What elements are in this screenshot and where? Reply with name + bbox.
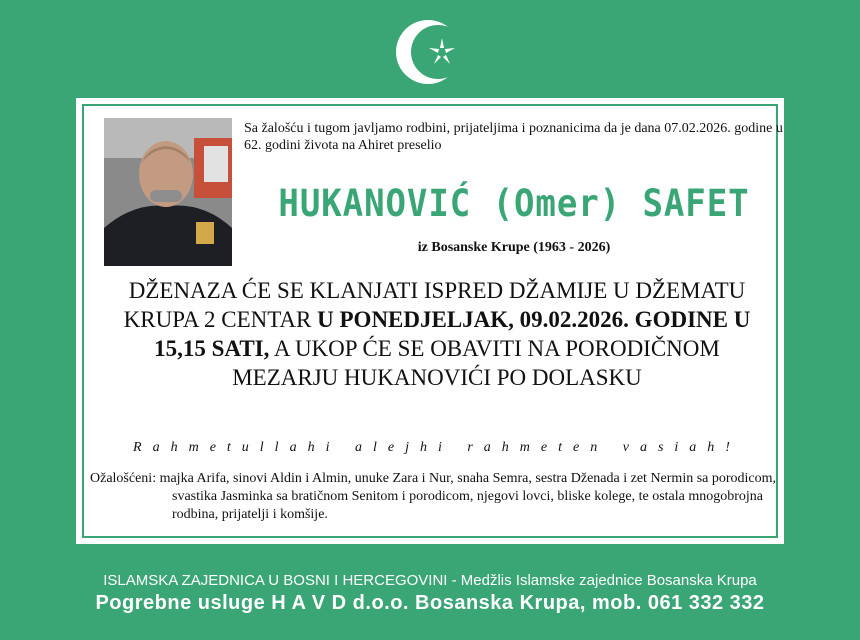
- obituary-card: [76, 98, 784, 544]
- mourners-list: Ožalošćeni: majka Arifa, sinovi Aldin i Almin, unuke Zara i Nur, snaha Semra, sestra Dženada i zet Nermin sa porodicom, svastika Jasminka sa bratičnom Senitom i porodicom, njegovi lovci, bliske kolege, te ostala mnogobrojna rodbina, prijatelji i komšije.: [90, 471, 777, 522]
- funeral-announcement: [114, 276, 760, 392]
- portrait-photo: [104, 118, 232, 266]
- footer-funeral-services: Pogrebne usluge H A V D d.o.o. Bosanska Krupa, mob. 061 332 332: [95, 592, 765, 614]
- funeral-text-2: A UKOP ĆE SE OBAVITI NA PORODIČNOM MEZARJU HUKANOVIĆI PO DOLASKU: [232, 336, 720, 390]
- crescent-star-icon: [390, 14, 470, 90]
- funeral-text-1: DŽENAZA ĆE SE KLANJATI ISPRED DŽAMIJE U DŽEMATU KRUPA 2 CENTAR: [123, 278, 746, 332]
- deceased-name: HUKANOVIĆ (Omer) SAFET: [278, 182, 750, 225]
- footer-organization: ISLAMSKA ZAJEDNICA U BOSNI I HERCEGOVINI - Medžlis Islamske zajednice Bosanska Krupa: [103, 572, 757, 589]
- prayer-line: Rahmetullahi alejhi rahmeten vasiah!: [133, 440, 741, 455]
- card-border: [82, 104, 783, 538]
- intro-text: Sa žalošću i tugom javljamo rodbini, prijateljima i poznanicima da je dana 07.02.2026. godine u 62. godini života na Ahiret preselio: [244, 121, 783, 153]
- funeral-date-time: U PONEDJELJAK, 09.02.2026. GODINE U 15,15 SATI,: [154, 307, 751, 361]
- origin-years: iz Bosanske Krupe (1963 - 2026): [417, 240, 611, 255]
